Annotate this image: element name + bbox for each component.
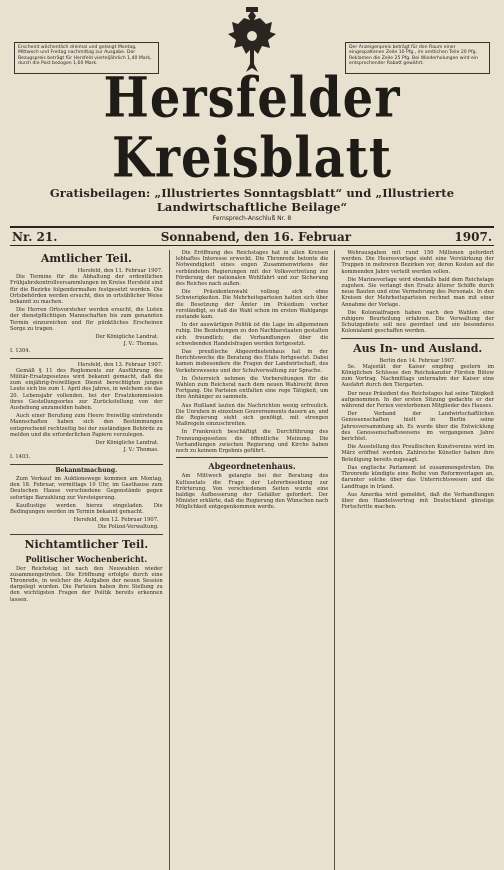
weekly-report-heading: Politischer Wochenbericht. — [25, 553, 148, 564]
notice-date: Hersfeld, den 11. Februar 1907. — [77, 268, 163, 274]
article-paragraph: Der Reichstag ist nach den Neuwahlen wieder zusammengetreten. Die Eröffnung erfolgte durch eine Thronrede, in welcher die Aufgaben der neuen Session dargelegt wurden. Die Parteien haben ihre Stellung zu den wichtigsten Fragen der Politik bereits erkennen lassen. — [10, 565, 163, 603]
article-paragraph: In Österreich nehmen die Vorbereitungen für die Wahlen zum Reichsrat nach dem neuen Wahlrecht ihren Fortgang. Die Parteien entfalten eine rege Tätigkeit, um ihre Anhänger zu sammeln. — [175, 375, 329, 401]
article-paragraph: Am Mittwoch gelangte bei der Beratung des Kultusetats die Frage der Lehrerbesoldung zur Erörterung. Von verschiedenen Seiten wurde eine baldige Aufbesserung der Gehälter gefordert. Der Minister erklärte, daß die Regierung den Wünschen nach Möglichkeit entgegenkommen werde. — [175, 473, 329, 511]
article-paragraph: Gemäß § 11 des Reglements zur Ausführung des Militär-Ersatzgesetzes wird bekannt gemacht, daß die zum einjährig-freiwilligen Dienst berechtigten jungen Leute sich bis zum 1. April des Jahres, in welchem sie das 20. Lebensjahr vollenden, bei der Ersatzkommission ihres Gestellungsortes zur Zurückstellung von der Aushebung anzumelden haben. — [10, 367, 163, 412]
signature: Der Königliche Landrat. — [95, 440, 159, 447]
article-columns — [10, 250, 494, 870]
signature: Die Polizei-Verwaltung. — [97, 524, 159, 531]
signature: J. V.: Thomas. — [123, 447, 159, 454]
news-section-heading: Aus In- und Ausland. — [353, 341, 483, 355]
article-paragraph: Aus Rußland lauten die Nachrichten wenig erfreulich. Die Unruhen in einzelnen Gouvernements dauern an, und die Regierung sieht sich genötigt, mit strengen Maßregeln einzuschreiten. — [175, 402, 329, 428]
phone-line: Fernsprech-Anschluß Nr. 8 — [212, 215, 292, 222]
article-paragraph: In der auswärtigen Politik ist die Lage im allgemeinen ruhig. Die Beziehungen zu den Nachbarstaaten gestalten sich freundlich; die Verhandlungen über die schwebenden Handelsfragen werden fortgesetzt. — [175, 322, 329, 347]
article-paragraph: Aus Amerika wird gemeldet, daß die Verhandlungen über den Handelsvertrag mit Deutschland günstige Fortschritte machen. — [341, 491, 495, 511]
article-paragraph: Die Eröffnung des Reichstages hat in allen Kreisen lebhaftes Interesse erweckt. Die Thronrede betonte die Notwendigkeit eines engen Zusammenwirkens der verbündeten Regierungen mit der Volksvertretung zur Förderung der nationalen Wohlfahrt und zur Sicherung des Reiches nach außen. — [175, 250, 329, 288]
signature: J. V.: Thomas. — [123, 341, 159, 348]
article-paragraph: Die Marinevorlage wird ebenfalls bald dem Reichstage zugehen. Sie verlangt den Ersatz älterer Schiffe durch neue Bauten und eine Vermehrung des Personals. In den Kreisen der Mehrheitsparteien rechnet man mit einer Annahme der Vorlage. — [341, 276, 495, 308]
article-paragraph: Die Herren Ortsvorsteher werden ersucht, die Listen der dienstpflichtigen Mannschaften bis zum genannten Termin einzureichen und für pünktliches Erscheinen Sorge zu tragen. — [10, 307, 163, 332]
parliament-heading: Abgeordnetenhaus. — [208, 461, 296, 472]
article-paragraph: Die Termine für die Abhaltung der ordentlichen Frühjahrskontrollversammlungen im Kreise Hersfeld sind für die Bezirke folgendermaßen festgesetzt worden. Die Ortsbehörden werden ersucht, dies in ortsüblicher Weise bekannt zu machen. — [10, 274, 163, 306]
column-middle — [176, 250, 329, 870]
article-paragraph: Der neue Präsident des Reichstages hat seine Tätigkeit aufgenommen. In der ersten Sitzung gedachte er der während der Ferien verstorbenen Mitglieder des Hauses. — [341, 390, 495, 410]
column-official — [10, 250, 163, 870]
issue-year: 1907. — [454, 230, 492, 244]
signature: Der Königliche Landrat. — [95, 334, 159, 341]
advertising-notice: Der Anzeigenpreis beträgt für den Raum einer eingespaltenen Zeile 10 Pfg., im amtlichen Teile 20 Pfg. Reklamen die Zeile 25 Pfg. Bei Wiederholungen wird ein entsprechender Rabatt gewährt. — [345, 42, 490, 74]
newspaper-title: Hersfelder Kreisblatt — [103, 65, 401, 191]
article-paragraph: Das englische Parlament ist zusammengetreten. Die Thronrede kündigte eine Reihe von Reformvorlagen an, darunter solche über das Unterrichtswesen und die Landfrage in Irland. — [341, 464, 495, 490]
reference-number: I. 1304. — [10, 348, 31, 355]
article-paragraph: Der Verband der Landwirtschaftlichen Genossenschaften hielt in Berlin seine Jahresversammlung ab. Es wurde über die Entwicklung des Genossenschaftswesens im vergangenen Jahre berichtet. — [341, 411, 495, 443]
notice-heading: Bekanntmachung. — [55, 466, 118, 474]
article-paragraph: Die Ausstellung des Preußischen Kunstvereins wird im März eröffnet werden. Zahlreiche Künstler haben ihre Beteiligung bereits zugesagt. — [341, 444, 495, 463]
article-paragraph: In Frankreich beschäftigt die Durchführung des Trennungsgesetzes die öffentliche Meinung. Die Verhandlungen zwischen Regierung und Kirche haben noch zu keinem Ergebnis geführt. — [175, 429, 329, 455]
news-dateline: Berlin den 14. Februar 1907. — [379, 357, 456, 364]
article-paragraph: Wehrausgaben mit rund 150 Millionen gefordert werden. Die Heeresvorlage sieht eine Verstärkung der Truppen in mehreren Bezirken vor, deren Kosten auf die kommenden Jahre verteilt werden sollen. — [341, 250, 495, 275]
unofficial-section-heading: Nichtamtlicher Teil. — [24, 537, 149, 551]
notice-date: Hersfeld, den 13. Februar 1907. — [77, 361, 163, 368]
article-paragraph: Auch einer Berufung zum Heere freiwillig eintretende Mannschaften haben sich den Bestimmungen entsprechend rechtzeitig bei der zuständigen Behörde zu melden und die erforderlichen Papiere vorzulegen. — [10, 413, 163, 438]
subscription-notice: Erscheint wöchentlich dreimal und gelangt Montag, Mittwoch und Freitag nachmittag zur Ausgabe. Der Bezugspreis beträgt für Hersfeld vierteljährlich 1,40 Mark, durch die Post bezogen 1,60 Mark. — [14, 42, 159, 74]
article-paragraph: Das preußische Abgeordnetenhaus hat in der Berichtswoche die Beratung des Etats fortgesetzt. Dabei kamen insbesondere die Fragen der Landwirtschaft, des Verkehrswesens und der Schulverwaltung zur Sprache. — [175, 349, 329, 374]
official-section-heading: Amtlicher Teil. — [40, 252, 132, 265]
dateline — [10, 226, 494, 246]
supplements-line: Gratisbeilagen: „Illustriertes Sonntagsblatt“ und „Illustrierte Landwirtschaftliche Beilage“ — [49, 186, 455, 214]
article-paragraph: Die Präsidentenwahl vollzog sich ohne Schwierigkeiten. Die Mehrheitsparteien hatten sich über die Besetzung der Ämter im Präsidium vorher verständigt, so daß die Wahl schon im ersten Wahlgange zustande kam. — [175, 289, 329, 321]
signature: Hersfeld, den 12. Februar 1907. — [73, 517, 159, 524]
article-paragraph: Die Kolonialfragen haben nach den Wahlen eine ruhigere Beurteilung erfahren. Die Verwaltung der Schutzgebiete soll neu geordnet und ein besonderes Kolonialamt geschaffen werden. — [341, 309, 495, 335]
reference-number: I. 1403. — [10, 454, 31, 461]
issue-number: Nr. 21. — [12, 230, 58, 244]
article-paragraph: Se. Majestät der Kaiser empfing gestern im Königlichen Schlosse den Reichskanzler Fürsten Bülow zum Vortrag. Nachmittags unternahm der Kaiser eine Ausfahrt durch den Tiergarten. — [341, 363, 495, 389]
article-paragraph: Kauflustige werden hierzu eingeladen. Die Bedingungen werden im Termin bekannt gemacht. — [10, 502, 163, 515]
article-paragraph: Zum Verkauf im Auktionswege kommen am Montag, den 18. Februar, vormittags 10 Uhr, im Gasthause zum Deutschen Hause verschiedene Gegenstände gegen sofortige Barzahlung zur Versteigerung. — [10, 475, 163, 501]
column-news — [341, 250, 494, 870]
issue-date: Sonnabend, den 16. Februar — [160, 230, 352, 244]
